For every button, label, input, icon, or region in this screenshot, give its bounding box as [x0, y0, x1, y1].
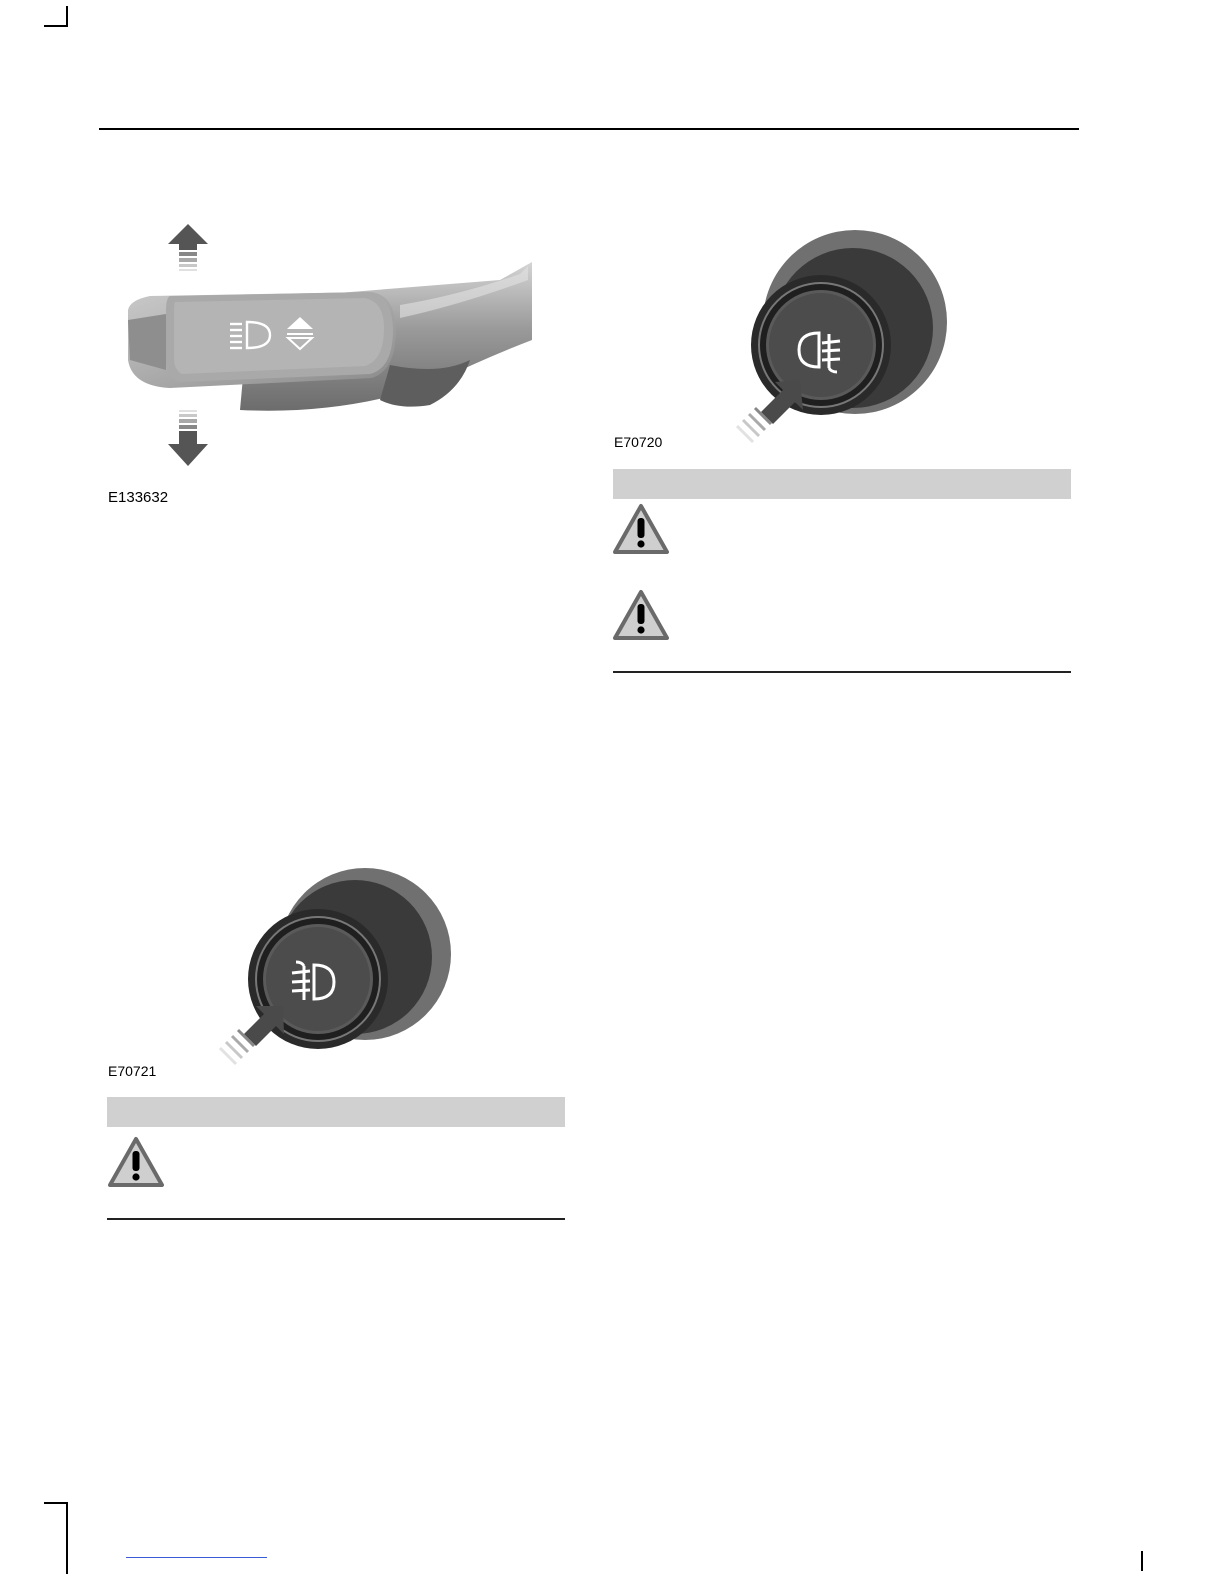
warning-icon: [612, 589, 670, 646]
crop-mark-bottom-right-v: [1141, 1551, 1143, 1571]
warning-end-rule: [613, 671, 1071, 673]
header-rule: [99, 128, 1079, 130]
crop-mark-top-left-v: [66, 6, 68, 26]
front-fog-switch-figure: [212, 858, 457, 1073]
move-up-arrow-icon: [168, 224, 208, 271]
crop-mark-top-left-h: [44, 25, 68, 27]
crop-mark-bottom-left-v: [66, 1502, 68, 1574]
figure-caption-stalk: E133632: [108, 489, 169, 506]
warning-icon: [107, 1136, 165, 1193]
figure-caption-rear-fog: E70720: [614, 434, 663, 450]
crop-mark-bottom-left-h: [44, 1502, 68, 1504]
warning-icon: [612, 503, 670, 560]
move-down-arrow-icon: [168, 410, 208, 466]
warning-header-band: [107, 1097, 565, 1127]
warning-end-rule: [107, 1218, 565, 1220]
figure-caption-front-fog: E70721: [108, 1063, 157, 1079]
press-arrow-icon: [220, 1006, 284, 1064]
footer-link[interactable]: [126, 1557, 267, 1558]
warning-header-band: [613, 469, 1071, 499]
rear-fog-switch-figure: [725, 230, 955, 445]
stalk-figure: [100, 210, 540, 480]
